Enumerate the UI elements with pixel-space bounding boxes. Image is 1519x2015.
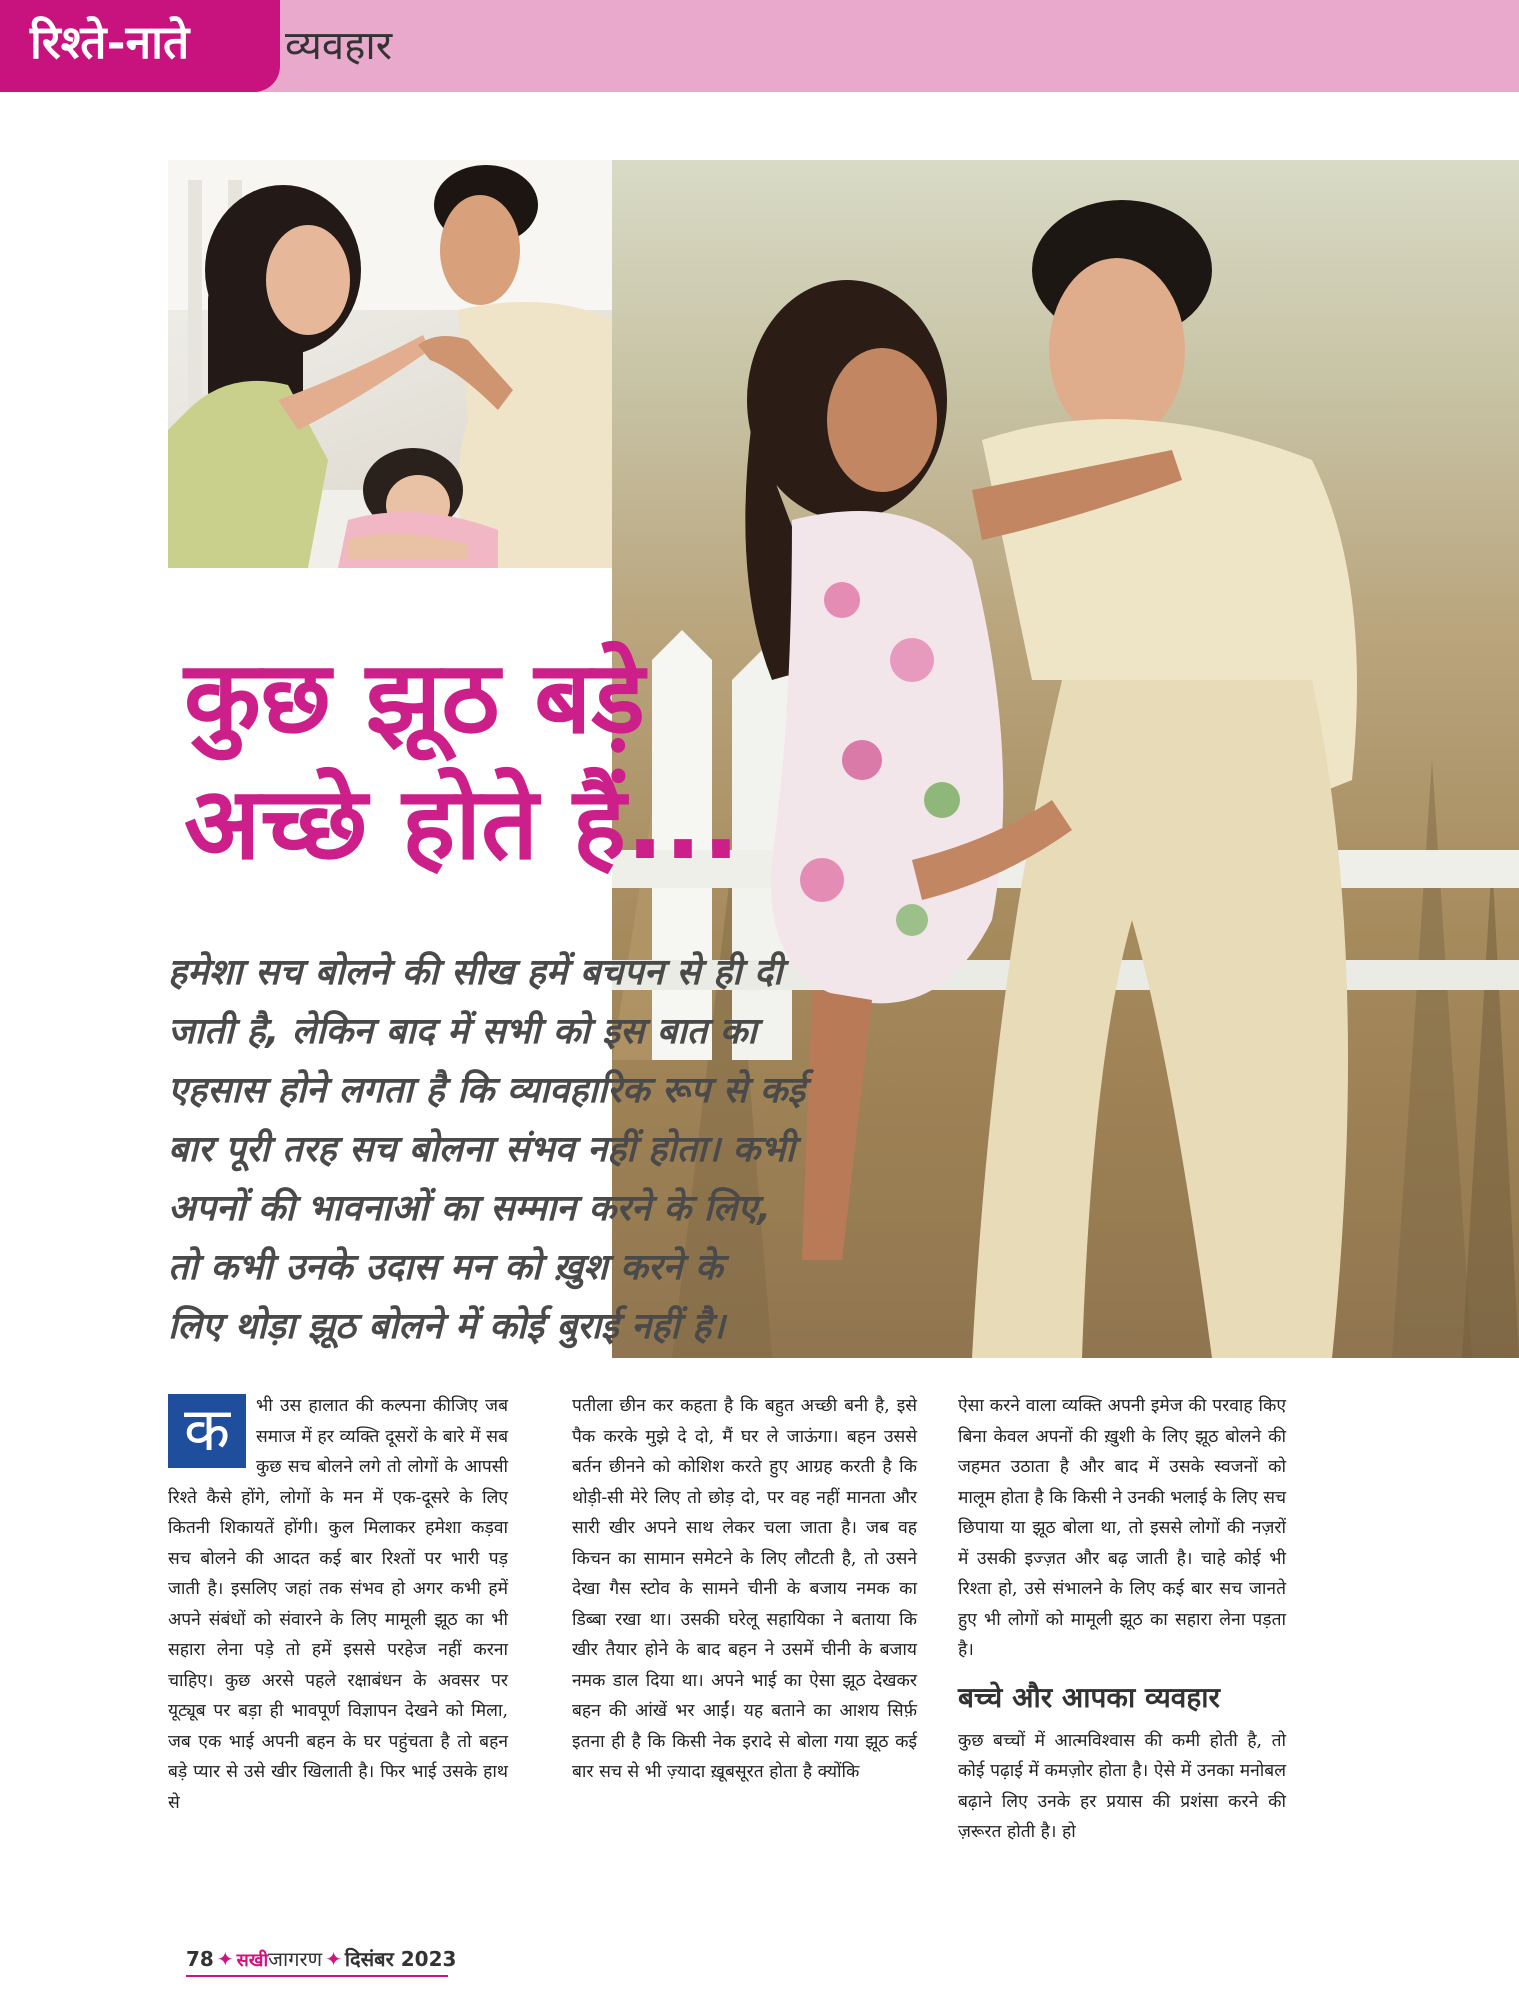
deck-line-4: बार पूरी तरह सच बोलना संभव नहीं होता। कभी [168, 1129, 795, 1170]
brand-name-part-2: जागरण [268, 1947, 323, 1971]
body-paragraph-3: ऐसा करने वाला व्यक्ति अपनी इमेज की परवाह किए बिना केवल अपनों की ख़ुशी के लिए झूठ बोलने की जहमत उठाता है और बाद में उसके स्वजनों को मालूम होता है कि किसी ने उनकी भलाई के लिए सच छिपाया या झूठ बोला था, तो इससे लोगों की नज़रों में उसकी इज्ज़त और बढ़ जाती है। चाहे कोई भी रिश्ता हो, उसे संभालने के लिए कई बार सच जानते हुए भी लोगों को मामूली झूठ का सहारा लेना पड़ता है। [958, 1396, 1286, 1660]
deck-line-6: तो कभी उनके उदास मन को ख़ुश करने के [168, 1247, 723, 1288]
deck-line-2: जाती है, लेकिन बाद में सभी को इस बात का [168, 1011, 757, 1052]
photo-arguing-couple [168, 160, 613, 568]
intro-deck [168, 943, 928, 1356]
body-text-1: भी उस हालात की कल्पना कीजिए जब समाज में हर व्यक्ति दूसरों के बारे में सब कुछ सच बोलने लगे तो लोगों के आपसी रिश्ते कैसे होंगे, लोगों के मन में एक-दूसरे के लिए कितनी शिकायतें होंगी। कुल मिलाकर हमेशा कड़वा सच बोलने की आदत कई बार रिश्तों पर भारी पड़ जाती है। इसलिए जहां तक संभव हो अगर कभी हमें अपने संबंधों को संवारने के लिए मामूली झूठ का भी सहारा लेना पड़े तो हमें इससे परहेज नहीं करना चाहिए। कुछ अरसे पहले रक्षाबंधन के अवसर पर यूट्यूब पर बड़ा ही भावपूर्ण विज्ञापन देखने को मिला, जब एक भाई अपनी बहन के घर पहुंचता है तो बहन बड़े प्यार से उसे खीर खिलाती है। फिर भाई उसके हाथ से [168, 1396, 508, 1813]
page-footer [186, 1945, 456, 1973]
body-paragraph-1 [168, 1391, 508, 1818]
body-column-2 [572, 1391, 917, 1788]
drop-cap: क [168, 1394, 246, 1468]
section-label: रिश्ते-नाते [30, 15, 190, 69]
footer-rule [186, 1975, 448, 1977]
body-paragraph-2: पतीला छीन कर कहता है कि बहुत अच्छी बनी है, इसे पैक करके मुझे दे दो, मैं घर ले जाऊंगा। बहन उससे बर्तन छीनने को कोशिश करते हुए आग्रह करती है कि थोड़ी-सी मेरे लिए तो छोड़ दो, पर वह नहीं मानता और सारी खीर अपने साथ लेकर चला जाता है। जब वह किचन का सामान समेटने के लिए लौटती है, तो उसने देखा गैस स्टोव के सामने चीनी के बजाय नमक का डिब्बा रखा था। उसकी घरेलू सहायिका ने बताया कि खीर तैयार होने के बाद बहन ने उसमें चीनी के बजाय नमक डाल दिया था। अपने भाई का ऐसा झूठ देखकर बहन की आंखें भर आईं। यह बताने का आशय सिर्फ़ इतना ही है कि किसी नेक इरादे से बोला गया झूठ कई बार सच से भी ज़्यादा ख़ूबसूरत होता है क्योंकि [572, 1396, 917, 1782]
body-paragraph-4: कुछ बच्चों में आत्मविश्वास की कमी होती है, तो कोई पढ़ाई में कमज़ोर होता है। ऐसे में उनका मनोबल बढ़ाने लिए उनके हर प्रयास की प्रशंसा करने की ज़रूरत होती है। हो [958, 1730, 1286, 1842]
brand-name-part-1: सखी [236, 1950, 269, 1971]
footer-separator-1: ✦ [216, 1947, 234, 1971]
subheading: बच्चे और आपका व्यवहार [958, 1680, 1220, 1714]
footer-separator-2: ✦ [325, 1947, 342, 1971]
page-number: 78 [186, 1947, 214, 1971]
subsection-label: व्यवहार [285, 23, 393, 69]
headline-line-1: कुछ झूठ बड़े [184, 639, 645, 756]
deck-line-5: अपनों की भावनाओं का सम्मान करने के लिए, [168, 1188, 771, 1229]
photo-arguing-couple-art [168, 160, 613, 568]
deck-line-7: लिए थोड़ा झूठ बोलने में कोई बुराई नहीं है। [168, 1306, 725, 1347]
article-headline [184, 635, 740, 887]
body-column-3 [958, 1391, 1286, 1848]
headline-line-2: अच्छे होते हैं... [184, 765, 740, 882]
deck-line-3: एहसास होने लगता है कि व्यावहारिक रूप से कई [168, 1070, 806, 1111]
issue-date: दिसंबर 2023 [344, 1947, 457, 1971]
section-tab [0, 0, 280, 92]
body-column-1 [168, 1391, 508, 1818]
deck-line-1: हमेशा सच बोलने की सीख हमें बचपन से ही दी [168, 952, 783, 993]
